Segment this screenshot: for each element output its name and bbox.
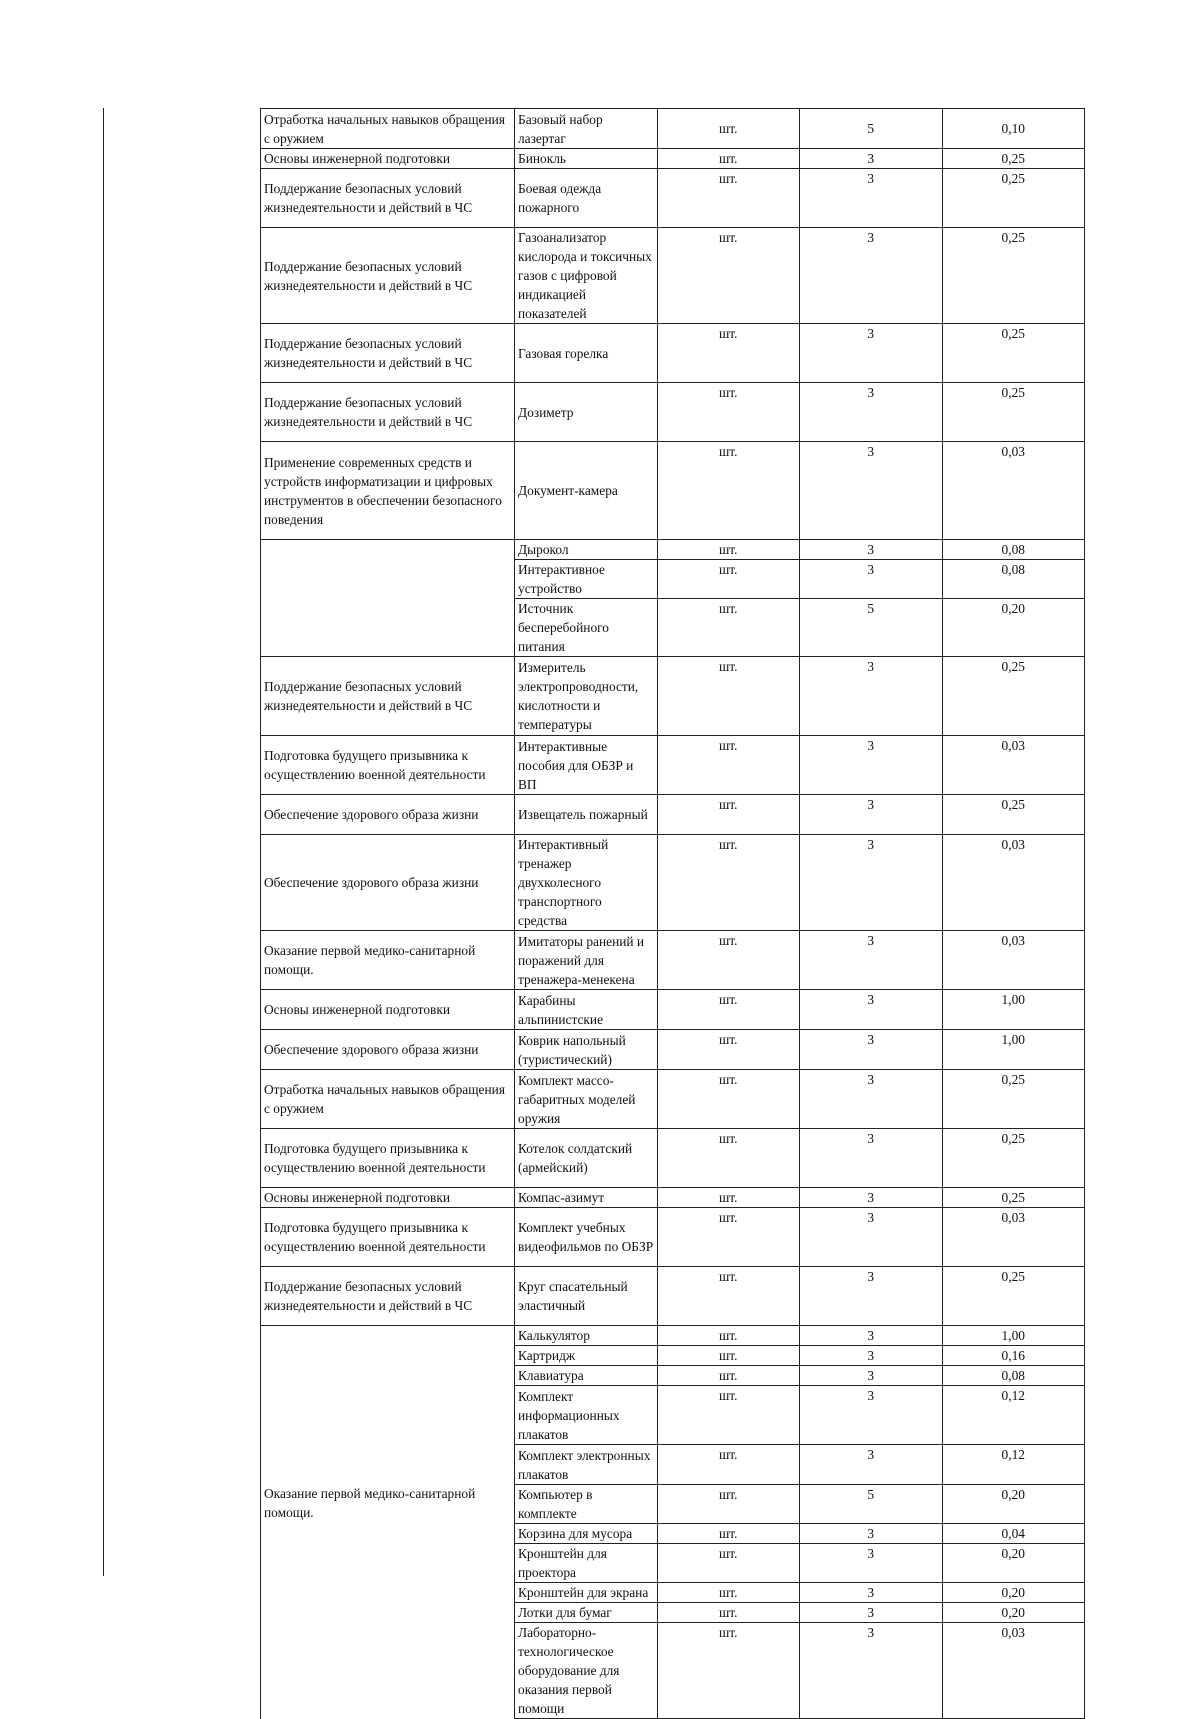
item-cell: Компьютер в комплекте <box>515 1485 658 1524</box>
unit-cell: шт. <box>657 1326 800 1346</box>
section-cell: Отработка начальных навыков обращения с оружием <box>261 1070 515 1129</box>
item-cell: Котелок солдатский (армейский) <box>515 1129 658 1188</box>
coef-cell: 0,12 <box>942 1445 1085 1485</box>
item-cell: Боевая одежда пожарного <box>515 169 658 228</box>
coef-cell: 0,25 <box>942 795 1085 835</box>
item-cell: Картридж <box>515 1346 658 1366</box>
qty-cell: 3 <box>800 990 943 1030</box>
section-cell: Поддержание безопасных условий жизнедеятельности и действий в ЧС <box>261 169 515 228</box>
item-cell: Клавиатура <box>515 1366 658 1386</box>
section-cell: Оказание первой медико-санитарной помощи. <box>261 1326 515 1719</box>
qty-cell: 3 <box>800 1544 943 1583</box>
unit-cell: шт. <box>657 1208 800 1267</box>
coef-cell: 1,00 <box>942 1326 1085 1346</box>
unit-cell: шт. <box>657 1524 800 1544</box>
table-row <box>261 169 1085 228</box>
table-row <box>261 442 1085 540</box>
qty-cell: 3 <box>800 1603 943 1623</box>
item-cell: Комплект информационных плакатов <box>515 1386 658 1445</box>
coef-cell: 0,25 <box>942 1188 1085 1208</box>
qty-cell: 5 <box>800 599 943 657</box>
unit-cell: шт. <box>657 169 800 228</box>
unit-cell: шт. <box>657 795 800 835</box>
qty-cell: 5 <box>800 1485 943 1524</box>
item-cell: Лабораторно-технологическое оборудование для оказания первой помощи <box>515 1623 658 1719</box>
qty-cell: 3 <box>800 1188 943 1208</box>
unit-cell: шт. <box>657 324 800 383</box>
coef-cell: 0,20 <box>942 599 1085 657</box>
item-cell: Документ-камера <box>515 442 658 540</box>
coef-cell: 0,08 <box>942 1366 1085 1386</box>
unit-cell: шт. <box>657 835 800 931</box>
item-cell: Имитаторы ранений и поражений для тренажера-менекена <box>515 931 658 990</box>
coef-cell: 0,25 <box>942 1267 1085 1326</box>
table-row <box>261 657 1085 736</box>
unit-cell: шт. <box>657 540 800 560</box>
coef-cell: 0,12 <box>942 1386 1085 1445</box>
unit-cell: шт. <box>657 1267 800 1326</box>
unit-cell: шт. <box>657 1386 800 1445</box>
table-row <box>261 1070 1085 1129</box>
qty-cell: 3 <box>800 1366 943 1386</box>
qty-cell: 3 <box>800 1386 943 1445</box>
section-cell <box>261 540 515 657</box>
item-cell: Базовый набор лазертаг <box>515 109 658 149</box>
item-cell: Газоанализатор кислорода и токсичных газов с цифровой индикацией показателей <box>515 228 658 324</box>
unit-cell: шт. <box>657 1623 800 1719</box>
coef-cell: 0,20 <box>942 1583 1085 1603</box>
unit-cell: шт. <box>657 657 800 736</box>
item-cell: Корзина для мусора <box>515 1524 658 1544</box>
section-cell: Оказание первой медико-санитарной помощи. <box>261 931 515 990</box>
item-cell: Дозиметр <box>515 383 658 442</box>
qty-cell: 3 <box>800 1583 943 1603</box>
unit-cell: шт. <box>657 1188 800 1208</box>
unit-cell: шт. <box>657 149 800 169</box>
item-cell: Комплект электронных плакатов <box>515 1445 658 1485</box>
item-cell: Кронштейн для экрана <box>515 1583 658 1603</box>
unit-cell: шт. <box>657 1544 800 1583</box>
unit-cell: шт. <box>657 1346 800 1366</box>
item-cell: Комплект массо-габаритных моделей оружия <box>515 1070 658 1129</box>
coef-cell: 1,00 <box>942 1030 1085 1070</box>
unit-cell: шт. <box>657 228 800 324</box>
section-cell: Обеспечение здорового образа жизни <box>261 1030 515 1070</box>
unit-cell: шт. <box>657 1070 800 1129</box>
table-row <box>261 1188 1085 1208</box>
coef-cell: 0,10 <box>942 109 1085 149</box>
qty-cell: 3 <box>800 1623 943 1719</box>
table-row <box>261 324 1085 383</box>
item-cell: Интерактивный тренажер двухколесного транспортного средства <box>515 835 658 931</box>
table-row <box>261 383 1085 442</box>
item-cell: Дырокол <box>515 540 658 560</box>
coef-cell: 0,20 <box>942 1603 1085 1623</box>
qty-cell: 3 <box>800 1208 943 1267</box>
section-cell: Поддержание безопасных условий жизнедеятельности и действий в ЧС <box>261 383 515 442</box>
qty-cell: 3 <box>800 1445 943 1485</box>
qty-cell: 3 <box>800 657 943 736</box>
section-cell: Подготовка будущего призывника к осуществлению военной деятельности <box>261 1208 515 1267</box>
item-cell: Извещатель пожарный <box>515 795 658 835</box>
section-cell: Основы инженерной подготовки <box>261 149 515 169</box>
section-cell: Основы инженерной подготовки <box>261 1188 515 1208</box>
item-cell: Карабины альпинистские <box>515 990 658 1030</box>
coef-cell: 0,03 <box>942 931 1085 990</box>
qty-cell: 3 <box>800 149 943 169</box>
qty-cell: 3 <box>800 560 943 599</box>
table-row <box>261 1326 1085 1346</box>
unit-cell: шт. <box>657 736 800 795</box>
table-row <box>261 990 1085 1030</box>
coef-cell: 0,03 <box>942 1208 1085 1267</box>
table-row <box>261 1267 1085 1326</box>
qty-cell: 3 <box>800 1267 943 1326</box>
table-row <box>261 931 1085 990</box>
item-cell: Калькулятор <box>515 1326 658 1346</box>
qty-cell: 3 <box>800 1070 943 1129</box>
item-cell: Коврик напольный (туристический) <box>515 1030 658 1070</box>
unit-cell: шт. <box>657 1485 800 1524</box>
coef-cell: 0,25 <box>942 657 1085 736</box>
qty-cell: 3 <box>800 442 943 540</box>
table-row <box>261 1208 1085 1267</box>
unit-cell: шт. <box>657 383 800 442</box>
qty-cell: 3 <box>800 228 943 324</box>
unit-cell: шт. <box>657 1030 800 1070</box>
item-cell: Компас-азимут <box>515 1188 658 1208</box>
section-cell: Поддержание безопасных условий жизнедеятельности и действий в ЧС <box>261 1267 515 1326</box>
item-cell: Газовая горелка <box>515 324 658 383</box>
section-cell: Обеспечение здорового образа жизни <box>261 835 515 931</box>
qty-cell: 3 <box>800 383 943 442</box>
unit-cell: шт. <box>657 931 800 990</box>
qty-cell: 3 <box>800 931 943 990</box>
qty-cell: 3 <box>800 169 943 228</box>
coef-cell: 0,25 <box>942 1070 1085 1129</box>
coef-cell: 0,16 <box>942 1346 1085 1366</box>
unit-cell: шт. <box>657 560 800 599</box>
item-cell: Источник бесперебойного питания <box>515 599 658 657</box>
table-row <box>261 228 1085 324</box>
table-row <box>261 835 1085 931</box>
qty-cell: 3 <box>800 736 943 795</box>
qty-cell: 3 <box>800 1030 943 1070</box>
coef-cell: 0,25 <box>942 1129 1085 1188</box>
qty-cell: 3 <box>800 1129 943 1188</box>
item-cell: Кронштейн для проектора <box>515 1544 658 1583</box>
item-cell: Комплект учебных видеофильмов по ОБЗР <box>515 1208 658 1267</box>
unit-cell: шт. <box>657 599 800 657</box>
coef-cell: 0,25 <box>942 228 1085 324</box>
table-row <box>261 736 1085 795</box>
qty-cell: 5 <box>800 109 943 149</box>
coef-cell: 0,25 <box>942 383 1085 442</box>
coef-cell: 1,00 <box>942 990 1085 1030</box>
section-cell: Поддержание безопасных условий жизнедеятельности и действий в ЧС <box>261 228 515 324</box>
item-cell: Лотки для бумаг <box>515 1603 658 1623</box>
coef-cell: 0,08 <box>942 540 1085 560</box>
item-cell: Бинокль <box>515 149 658 169</box>
unit-cell: шт. <box>657 1583 800 1603</box>
item-cell: Интерактивные пособия для ОБЗР и ВП <box>515 736 658 795</box>
item-cell: Круг спасательный эластичный <box>515 1267 658 1326</box>
qty-cell: 3 <box>800 1346 943 1366</box>
coef-cell: 0,03 <box>942 1623 1085 1719</box>
qty-cell: 3 <box>800 324 943 383</box>
left-margin-line <box>103 108 104 1576</box>
coef-cell: 0,03 <box>942 442 1085 540</box>
coef-cell: 0,04 <box>942 1524 1085 1544</box>
coef-cell: 0,03 <box>942 736 1085 795</box>
section-cell: Обеспечение здорового образа жизни <box>261 795 515 835</box>
table-row <box>261 540 1085 560</box>
qty-cell: 3 <box>800 1524 943 1544</box>
qty-cell: 3 <box>800 540 943 560</box>
unit-cell: шт. <box>657 109 800 149</box>
section-cell: Применение современных средств и устройств информатизации и цифровых инструментов в обеспечении безопасного поведения <box>261 442 515 540</box>
table-row <box>261 1129 1085 1188</box>
section-cell: Поддержание безопасных условий жизнедеятельности и действий в ЧС <box>261 657 515 736</box>
table-row <box>261 1030 1085 1070</box>
unit-cell: шт. <box>657 1366 800 1386</box>
table-row <box>261 149 1085 169</box>
section-cell: Подготовка будущего призывника к осуществлению военной деятельности <box>261 1129 515 1188</box>
coef-cell: 0,03 <box>942 835 1085 931</box>
qty-cell: 3 <box>800 835 943 931</box>
coef-cell: 0,25 <box>942 324 1085 383</box>
unit-cell: шт. <box>657 1445 800 1485</box>
coef-cell: 0,20 <box>942 1544 1085 1583</box>
coef-cell: 0,25 <box>942 169 1085 228</box>
item-cell: Измеритель электропроводности, кислотности и температуры <box>515 657 658 736</box>
table-row <box>261 795 1085 835</box>
coef-cell: 0,20 <box>942 1485 1085 1524</box>
qty-cell: 3 <box>800 1326 943 1346</box>
section-cell: Основы инженерной подготовки <box>261 990 515 1030</box>
equipment-table <box>260 108 1085 1719</box>
item-cell: Интерактивное устройство <box>515 560 658 599</box>
qty-cell: 3 <box>800 795 943 835</box>
table-row <box>261 109 1085 149</box>
coef-cell: 0,25 <box>942 149 1085 169</box>
unit-cell: шт. <box>657 1129 800 1188</box>
unit-cell: шт. <box>657 990 800 1030</box>
section-cell: Отработка начальных навыков обращения с оружием <box>261 109 515 149</box>
unit-cell: шт. <box>657 442 800 540</box>
section-cell: Подготовка будущего призывника к осуществлению военной деятельности <box>261 736 515 795</box>
coef-cell: 0,08 <box>942 560 1085 599</box>
section-cell: Поддержание безопасных условий жизнедеятельности и действий в ЧС <box>261 324 515 383</box>
unit-cell: шт. <box>657 1603 800 1623</box>
